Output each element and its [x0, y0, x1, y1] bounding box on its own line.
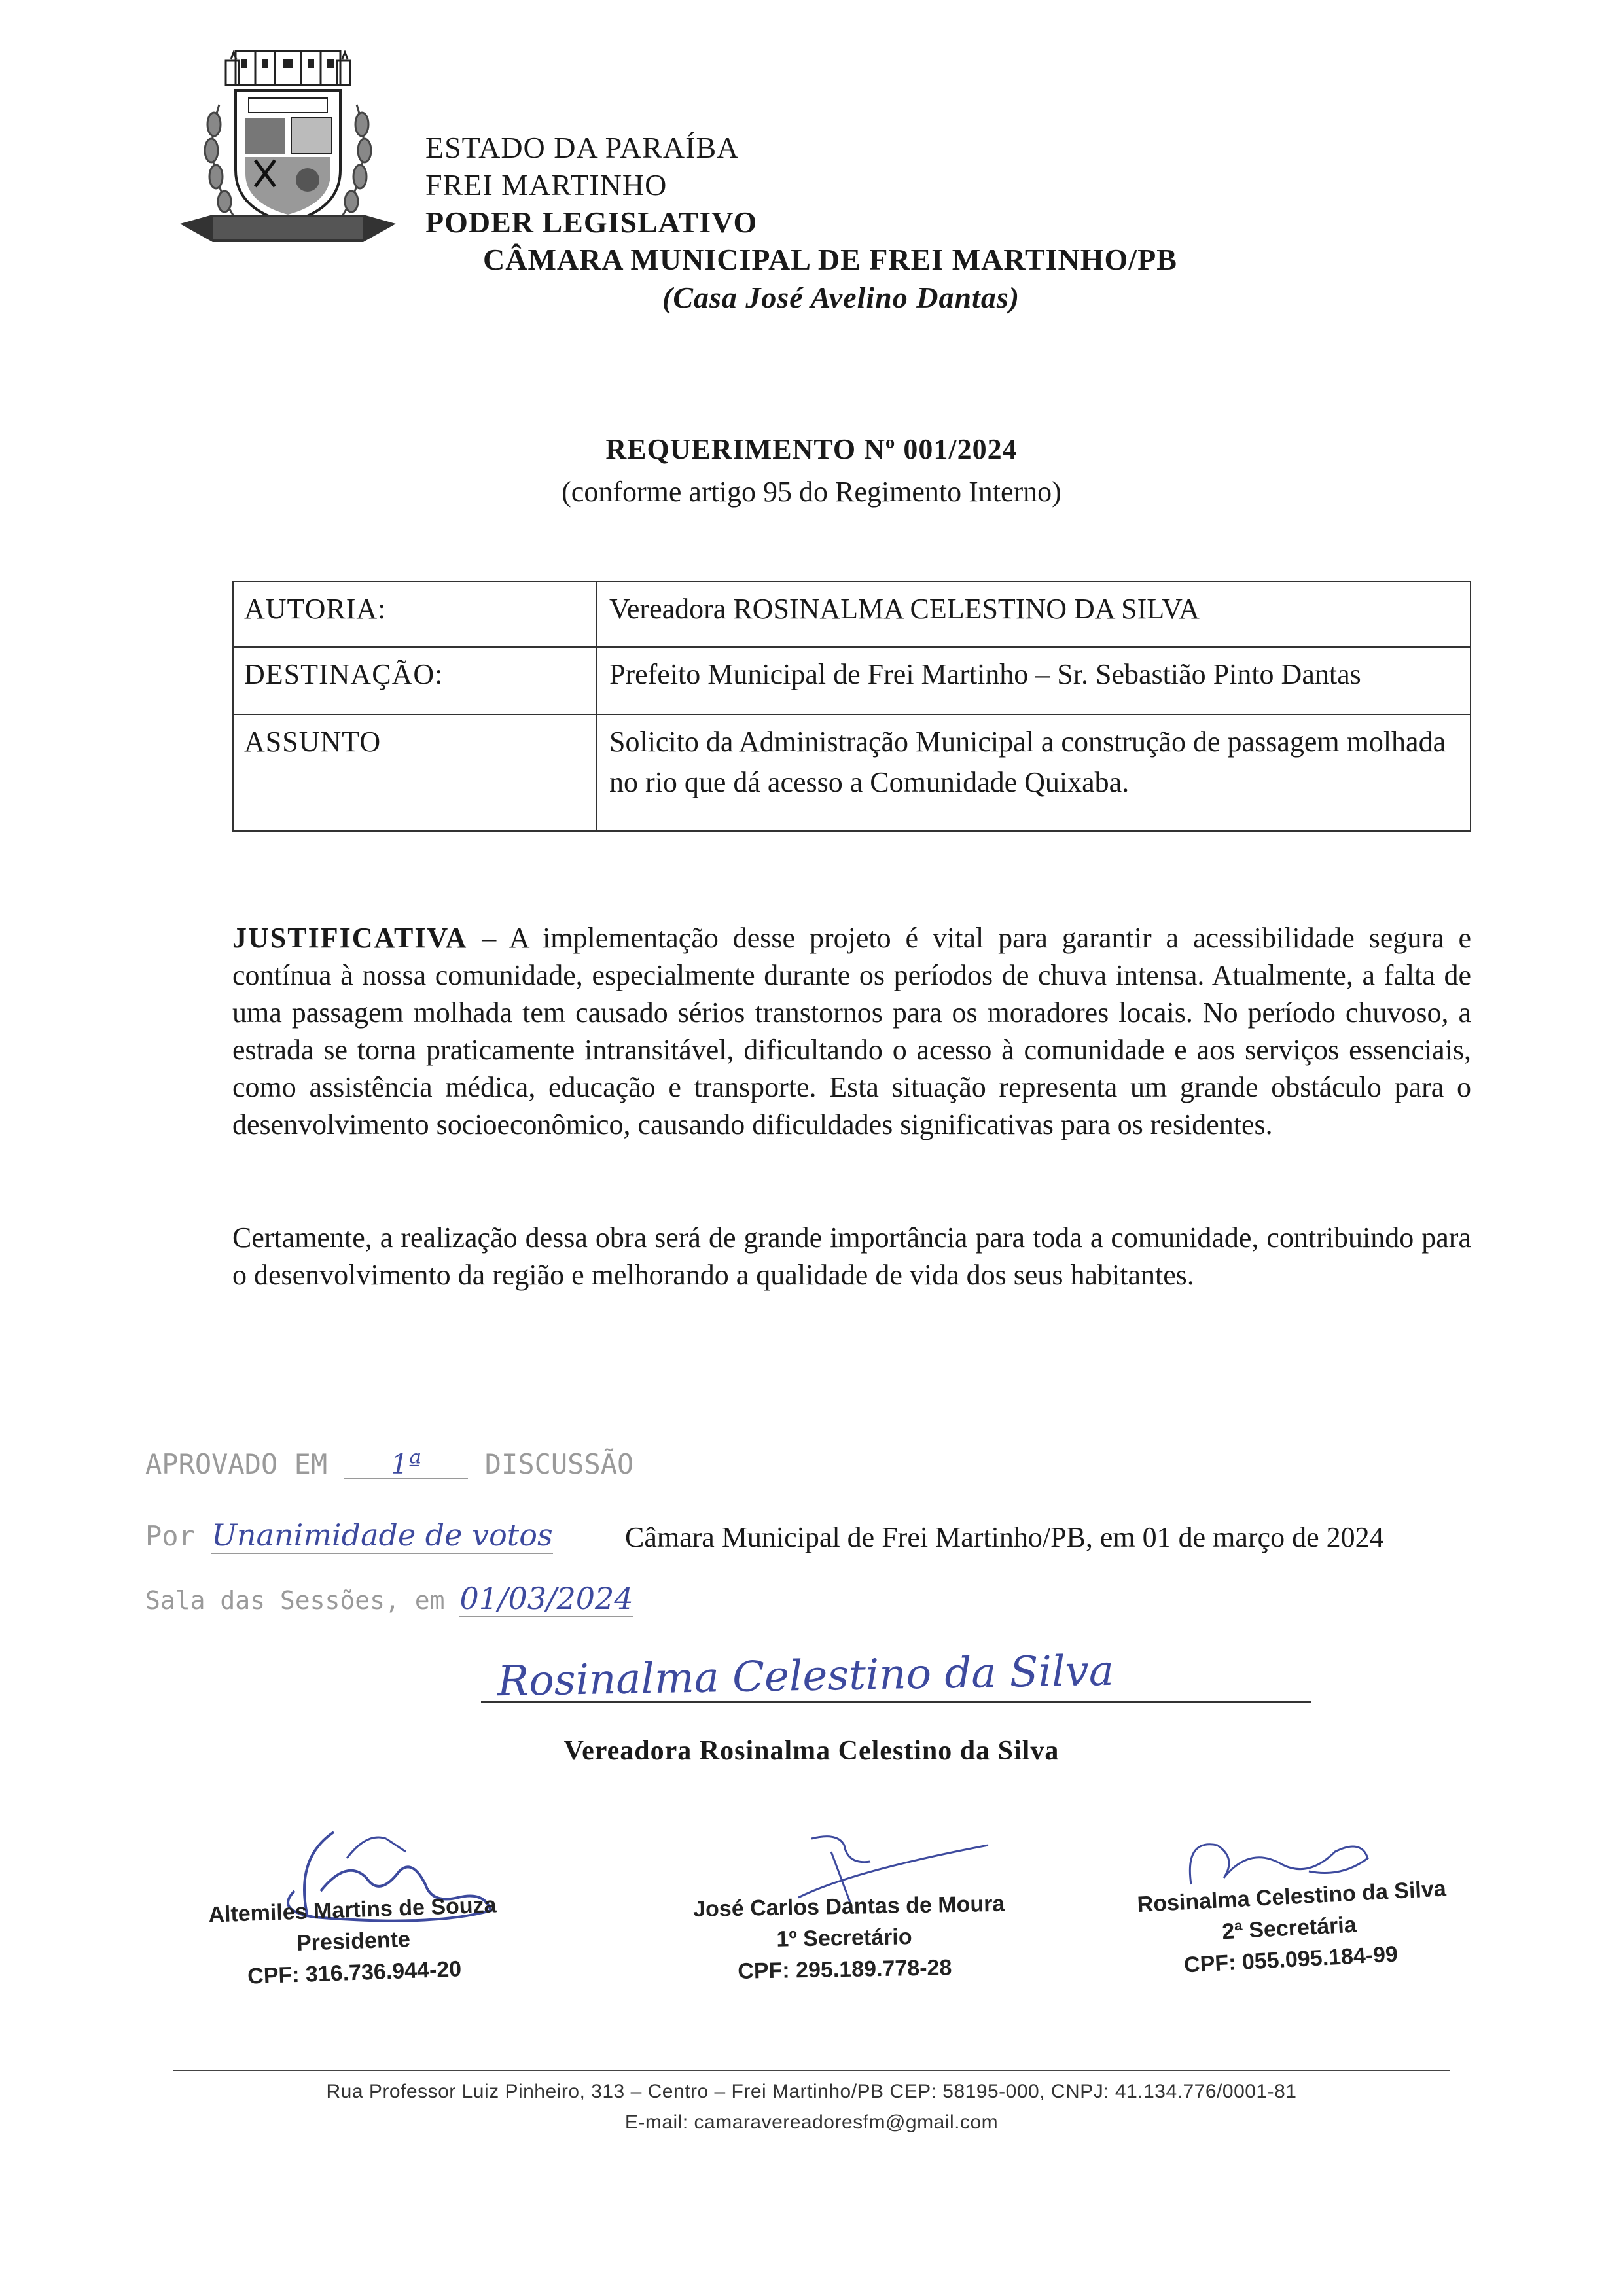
- first-secretary-cpf: CPF: 295.189.778-28: [738, 1955, 952, 1984]
- signature-line: [481, 1701, 1311, 1703]
- conclusion-paragraph: Certamente, a realização dessa obra será de grande importância para toda a comunidade, contribuindo para o desenvolvimento da região e melhorando a qualidade de vida dos seus habitantes.: [232, 1222, 1471, 1291]
- author-handwritten-signature: Rosinalma Celestino da Silva: [497, 1646, 1115, 1706]
- header-municipality: FREI MARTINHO: [425, 168, 668, 202]
- stamp-session-label: Sala das Sessões, em: [145, 1586, 445, 1615]
- place-and-date: Câmara Municipal de Frei Martinho/PB, em 01 de março de 2024: [625, 1521, 1384, 1553]
- row-label-authorship: AUTORIA:: [234, 582, 597, 646]
- signature-first-secretary: [692, 1888, 1005, 1988]
- president-cpf: CPF: 316.736.944-20: [247, 1956, 462, 1989]
- stamp-discussion-number: 1ª: [344, 1451, 468, 1479]
- row-value-subject: Solicito da Administração Municipal a construção de passagem molhada no rio que dá acesso a Comunidade Quixaba.: [609, 726, 1446, 798]
- justification-paragraph: [232, 919, 1471, 1143]
- second-secretary-role: 2ª Secretária: [1221, 1912, 1357, 1945]
- president-name: Altemiles Martins de Souza: [207, 1892, 497, 1928]
- header-house-name: (Casa José Avelino Dantas): [662, 281, 1020, 314]
- approval-stamp-line-1: [145, 1448, 634, 1480]
- document-title: REQUERIMENTO Nº 001/2024: [605, 433, 1018, 465]
- info-table: [232, 581, 1471, 832]
- second-secretary-name: Rosinalma Celestino da Silva: [1136, 1876, 1447, 1918]
- table-row: [234, 648, 1470, 715]
- signature-second-secretary: [1136, 1873, 1447, 1983]
- justification-text: – A implementação desse projeto é vital para garantir a acessibilidade segura e contínua à nossa comunidade, especialmente durante os períodos de chuva intensa. Atualmente, a falta de uma passagem molhada tem causado sérios transtornos para os moradores locais. No período chuvoso, a estrada se torna praticamente intransitável, dificultando o acesso à comunidade e aos serviços essenciais, como assistência médica, educação e transporte. Esta situação representa um grande obstáculo para o desenvolvimento socioeconômico, causando dificuldades significativas para os residentes.: [232, 922, 1471, 1140]
- header-state: ESTADO DA PARAÍBA: [425, 131, 740, 164]
- signature-president: [208, 1889, 499, 1993]
- footer-divider: [173, 2070, 1450, 2071]
- justification-heading: JUSTIFICATIVA: [232, 922, 468, 954]
- table-row: [234, 582, 1470, 648]
- document-subtitle: (conforme artigo 95 do Regimento Interno): [562, 476, 1061, 508]
- row-value-authorship: Vereadora ROSINALMA CELESTINO DA SILVA: [609, 593, 1200, 625]
- header-chamber: CÂMARA MUNICIPAL DE FREI MARTINHO/PB: [483, 243, 1177, 276]
- approval-stamp-line-3: [145, 1583, 633, 1614]
- header-branch: PODER LEGISLATIVO: [425, 205, 758, 239]
- footer-email: E-mail: camaravereadoresfm@gmail.com: [624, 2111, 999, 2133]
- row-label-destination: DESTINAÇÃO:: [234, 648, 597, 714]
- municipal-coat-of-arms: [173, 46, 402, 252]
- stamp-session-date: 01/03/2024: [459, 1581, 633, 1616]
- second-secretary-cpf: CPF: 055.095.184-99: [1183, 1941, 1399, 1978]
- footer-address: Rua Professor Luiz Pinheiro, 313 – Centro – Frei Martinho/PB CEP: 58195-000, CNPJ: 41.134.776/0001-81: [326, 2081, 1297, 2102]
- president-role: Presidente: [296, 1926, 411, 1956]
- first-secretary-name: José Carlos Dantas de Moura: [692, 1891, 1005, 1922]
- author-name: Vereadora Rosinalma Celestino da Silva: [563, 1736, 1060, 1766]
- approval-stamp-line-2: [145, 1517, 553, 1553]
- row-value-destination: Prefeito Municipal de Frei Martinho – Sr. Sebastião Pinto Dantas: [609, 658, 1361, 690]
- row-label-subject: ASSUNTO: [234, 715, 597, 830]
- stamp-by-label: Por: [145, 1520, 195, 1552]
- stamp-vote-result: Unanimidade de votos: [211, 1517, 553, 1553]
- first-secretary-role: 1º Secretário: [776, 1924, 912, 1952]
- table-row: [234, 715, 1470, 830]
- stamp-approved-label: APROVADO EM: [145, 1448, 328, 1480]
- stamp-discussion-label: DISCUSSÃO: [484, 1448, 634, 1480]
